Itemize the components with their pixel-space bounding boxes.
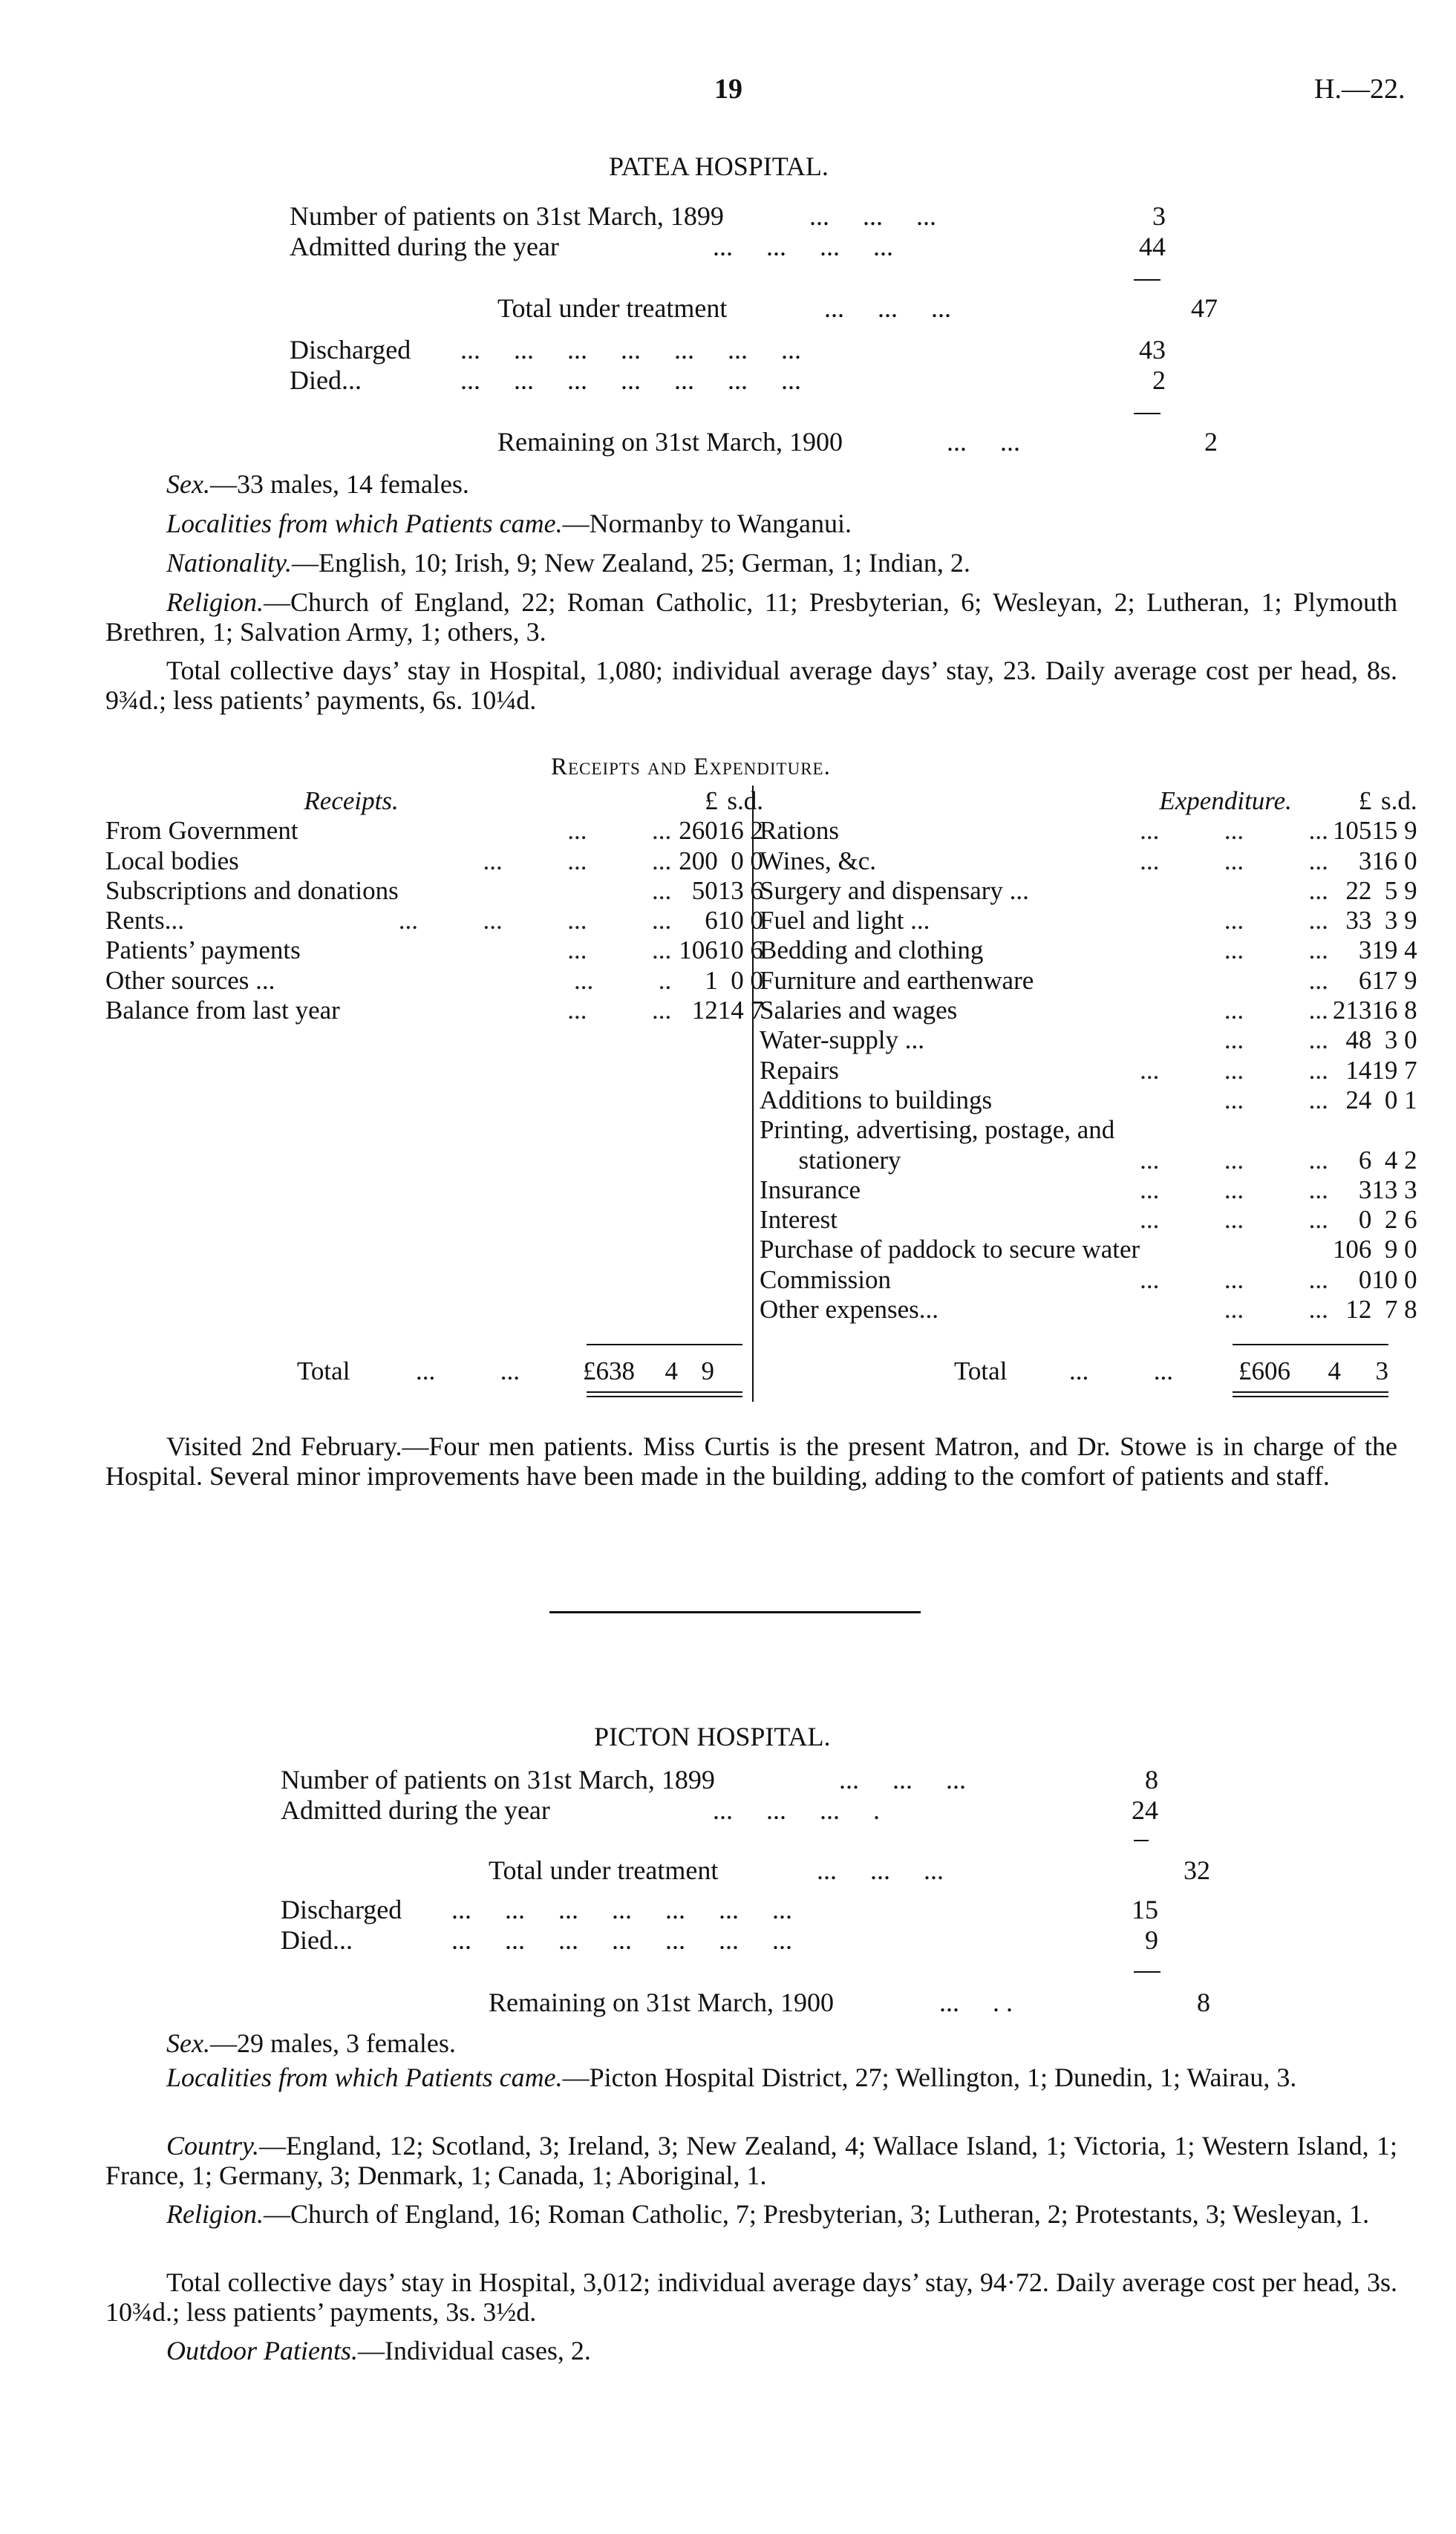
expenditure-item-leader: ... ... <box>1224 935 1328 965</box>
expenditure-row <box>760 996 1417 1026</box>
movement-leader: ... ... ... ... ... ... ... <box>460 365 801 395</box>
expenditure-item-shillings: 17 <box>1371 965 1398 995</box>
movement-value: 15 <box>1132 1895 1158 1924</box>
expenditure-item-pounds: 0 <box>1358 1205 1372 1235</box>
picton-country-paragraph <box>105 2131 1397 2190</box>
expenditure-total-shillings: 4 <box>1328 1356 1341 1385</box>
movement-label: Discharged <box>281 1895 402 1924</box>
expenditure-total-rule <box>1233 1344 1388 1345</box>
expenditure-item-pounds: 12 <box>1345 1295 1372 1325</box>
expenditure-item-label: Purchase of paddock to secure water <box>760 1235 1140 1264</box>
expenditure-row <box>760 847 1417 877</box>
sex-text: —33 males, 14 females. <box>209 469 469 499</box>
expenditure-item-label: Fuel and light ... <box>760 906 930 935</box>
expenditure-item-leader: ... ... <box>1224 996 1328 1025</box>
expenditure-item-label: Printing, advertising, postage, and <box>760 1115 1115 1145</box>
receipts-heading: Receipts. <box>304 786 399 815</box>
expenditure-item-shillings: 13 <box>1371 1175 1398 1204</box>
receipts-item-pounds: 106 <box>679 935 718 965</box>
patea-religion-paragraph <box>105 587 1397 647</box>
expenditure-table <box>760 787 1417 1325</box>
patea-localities-line <box>166 509 1399 538</box>
religion-text: —Church of England, 16; Roman Catholic, 7; Presbyterian, 3; Lutheran, 2; Protestants, 3; Wesleyan, 1. <box>263 2199 1370 2229</box>
movement-leader: ... ... ... ... ... ... ... <box>460 335 801 365</box>
movement-label: Admitted during the year <box>281 1795 550 1825</box>
expenditure-item-leader <box>1140 1235 1333 1265</box>
expenditure-item-pence: 0 <box>1404 1235 1417 1264</box>
receipts-total-rule <box>587 1344 742 1345</box>
receipts-total-double-rule <box>587 1396 742 1397</box>
pound-header: £ <box>705 786 718 815</box>
pence-header: d. <box>1397 786 1417 815</box>
expenditure-item-pounds: 48 <box>1345 1025 1372 1055</box>
pence-header: d. <box>743 786 763 815</box>
expenditure-item-pounds: 6 <box>1358 965 1372 995</box>
movement-leader: ... . . <box>939 1988 1013 2017</box>
movement-leader: ... ... <box>947 427 1020 457</box>
expenditure-item-pence: 6 <box>1404 1205 1417 1235</box>
expenditure-row <box>760 1116 1417 1146</box>
receipts-row <box>105 847 763 877</box>
expenditure-item-pence: 9 <box>1404 816 1417 846</box>
patea-visit-paragraph: Visited 2nd February.—Four men patients. Miss Curtis is the present Matron, and Dr. Stowe is in charge of the Hospital. Several minor improvements have been made in the building, adding to the comfort of patients and staff. <box>105 1431 1397 1491</box>
expenditure-row <box>760 1086 1417 1116</box>
expenditure-item-shillings: 5 <box>1384 875 1398 905</box>
movement-leader: ... ... ... ... ... ... ... <box>451 1895 792 1924</box>
receipts-item-pence: 2 <box>750 816 763 846</box>
movement-label: Number of patients on 31st March, 1899 <box>290 201 724 231</box>
receipts-item-pounds: 260 <box>679 816 718 846</box>
expenditure-item-leader: ... ... <box>1224 906 1328 935</box>
receipts-item-shillings: 14 <box>717 996 744 1025</box>
receipts-item-label: Other sources ... <box>105 965 275 995</box>
receipts-row <box>105 877 763 907</box>
expenditure-item-pence: 3 <box>1404 1175 1417 1204</box>
patea-title: PATEA HOSPITAL. <box>609 151 829 181</box>
movement-label: Discharged <box>290 335 411 365</box>
picton-sex-line <box>166 2028 1399 2058</box>
expenditure-item-pence: 9 <box>1404 875 1417 905</box>
expenditure-item-leader: ... <box>1308 965 1328 995</box>
expenditure-item-leader: ... ... ... <box>1140 1145 1328 1175</box>
expenditure-row <box>760 1296 1417 1325</box>
picton-stay-paragraph: Total collective days’ stay in Hospital, 3,012; individual average days’ stay, 94·72. Daily average cost per head, 3s. 10¾d.; less patients’ payments, 3s. 3½d. <box>105 2267 1397 2327</box>
expenditure-row <box>760 817 1417 846</box>
expenditure-item-pounds: 6 <box>1358 1145 1372 1175</box>
receipts-item-shillings: 16 <box>717 816 744 846</box>
receipts-item-pounds: 1 <box>705 965 718 995</box>
receipts-header-row <box>105 787 763 817</box>
expenditure-item-shillings: 15 <box>1371 816 1398 846</box>
movement-leader: ... ... ... ... ... ... ... <box>451 1925 792 1955</box>
expenditure-total-double-rule <box>1233 1391 1388 1393</box>
receipts-item-leader: ... ... <box>567 816 672 846</box>
expenditure-item-shillings: 10 <box>1371 1264 1398 1294</box>
receipts-item-pence: 6 <box>750 875 763 905</box>
expenditure-item-label: Commission <box>760 1264 891 1294</box>
remaining-label: Remaining on 31st March, 1900 <box>497 427 843 457</box>
expenditure-item-pence: 7 <box>1404 1055 1417 1085</box>
expenditure-item-label: Bedding and clothing <box>760 935 984 965</box>
movement-leader: ... ... ... <box>824 293 951 323</box>
expenditure-item-pounds: 105 <box>1332 816 1372 846</box>
patea-stay-paragraph: Total collective days’ stay in Hospital, 1,080; individual average days’ stay, 23. Daily average cost per head, 8s. 9¾d.; less patients’ payments, 6s. 10¼d. <box>105 656 1397 715</box>
expenditure-item-shillings: 16 <box>1371 996 1398 1025</box>
expenditure-item-pence: 9 <box>1404 906 1417 935</box>
expenditure-item-pounds: 22 <box>1345 875 1372 905</box>
movement-value: 2 <box>1152 365 1166 395</box>
shilling-header: s. <box>1381 786 1398 815</box>
movement-leader: ... ... ... <box>839 1765 966 1795</box>
expenditure-total-label: Total <box>954 1356 1008 1385</box>
movement-label: Number of patients on 31st March, 1899 <box>281 1765 715 1795</box>
expenditure-item-pence: 8 <box>1404 996 1417 1025</box>
receipts-item-shillings: 13 <box>717 875 744 905</box>
sum-rule <box>1134 279 1160 281</box>
movement-leader: ... ... ... ... <box>713 232 893 261</box>
receipts-item-leader: ... ... <box>567 935 672 965</box>
expenditure-item-pence: 4 <box>1404 935 1417 965</box>
expenditure-item-pounds: 14 <box>1345 1055 1372 1085</box>
section-divider <box>549 1611 921 1613</box>
expenditure-item-label: Repairs <box>760 1055 839 1085</box>
receipts-item-label: Rents... <box>105 906 184 935</box>
expenditure-row <box>760 1176 1417 1206</box>
total-under-treatment-label: Total under treatment <box>489 1855 719 1885</box>
receipts-item-shillings: 0 <box>731 965 744 995</box>
receipts-item-shillings: 0 <box>731 846 744 875</box>
receipts-item-pounds: 6 <box>705 906 718 935</box>
expenditure-item-pounds: 3 <box>1358 935 1372 965</box>
sex-label: Sex. <box>166 469 210 499</box>
expenditure-row <box>760 1057 1417 1086</box>
receipts-item-pounds: 200 <box>679 846 718 875</box>
localities-text: —Normanby to Wanganui. <box>562 509 852 538</box>
outdoor-label: Outdoor Patients. <box>166 2336 358 2365</box>
expenditure-total-pounds: £606 <box>1238 1356 1290 1385</box>
receipts-total-shillings: 4 <box>665 1356 678 1385</box>
expenditure-item-shillings: 4 <box>1384 1145 1398 1175</box>
expenditure-item-leader <box>1140 1116 1333 1146</box>
movement-value: 44 <box>1139 232 1166 261</box>
remaining-value: 2 <box>1204 427 1218 457</box>
receipts-item-shillings: 10 <box>717 935 744 965</box>
receipts-item-label: From Government <box>105 816 298 846</box>
expenditure-item-pounds <box>1333 1116 1372 1146</box>
expenditure-item-pounds: 213 <box>1332 996 1372 1025</box>
expenditure-item-shillings: 7 <box>1384 1295 1398 1325</box>
expenditure-item-label: Salaries and wages <box>760 996 958 1025</box>
receipts-item-leader: ... ... <box>567 996 672 1025</box>
patea-sex-line <box>166 469 1399 499</box>
receipts-item-pence: 6 <box>750 935 763 965</box>
receipts-item-pounds: 50 <box>691 875 718 905</box>
receipts-item-pence: 0 <box>750 906 763 935</box>
expenditure-item-shillings: 19 <box>1371 935 1398 965</box>
movement-label: Died... <box>290 365 362 395</box>
expenditure-row <box>760 936 1417 966</box>
movement-value: 3 <box>1152 201 1166 231</box>
receipts-item-label: Patients’ payments <box>105 935 301 965</box>
expenditure-item-pounds: 106 <box>1332 1235 1372 1264</box>
receipts-item-shillings: 10 <box>717 906 744 935</box>
expenditure-total-leader: ... ... <box>1069 1356 1173 1385</box>
movement-label: Admitted during the year <box>290 232 559 261</box>
receipts-expenditure-title: Receipts and Expenditure. <box>551 754 831 780</box>
expenditure-item-shillings: 19 <box>1371 1055 1398 1085</box>
total-under-treatment-value: 32 <box>1184 1855 1210 1885</box>
expenditure-item-pence: 9 <box>1404 965 1417 995</box>
expenditure-total-double-rule <box>1233 1396 1388 1397</box>
expenditure-item-leader: ... ... <box>1224 1085 1328 1114</box>
receipts-item-pounds: 12 <box>691 996 718 1025</box>
movement-leader: ... ... ... <box>809 201 936 231</box>
country-label: Country. <box>166 2131 260 2161</box>
expenditure-item-shillings: 0 <box>1384 1085 1398 1114</box>
nationality-text: —English, 10; Irish, 9; New Zealand, 25; German, 1; Indian, 2. <box>292 548 970 578</box>
pound-header: £ <box>1358 786 1372 815</box>
receipts-total-pounds: £638 <box>583 1356 635 1385</box>
expenditure-total-pence: 3 <box>1375 1356 1388 1385</box>
expenditure-item-label: Rations <box>760 816 839 846</box>
receipts-total-pence: 9 <box>701 1356 714 1385</box>
movement-value: 9 <box>1145 1925 1158 1955</box>
expenditure-item-shillings: 16 <box>1371 846 1398 875</box>
expenditure-row <box>760 1206 1417 1235</box>
receipts-total-double-rule <box>587 1391 742 1393</box>
expenditure-item-label: Surgery and dispensary ... <box>760 875 1029 905</box>
receipts-total-label: Total <box>297 1356 350 1385</box>
expenditure-item-pounds: 3 <box>1358 1175 1372 1204</box>
expenditure-row <box>760 1266 1417 1296</box>
expenditure-item-pence: 8 <box>1404 1295 1417 1325</box>
movement-leader: ... ... ... <box>817 1855 944 1885</box>
receipts-item-pence: 0 <box>750 965 763 995</box>
expenditure-item-leader: ... <box>1308 875 1328 905</box>
receipts-row <box>105 907 763 936</box>
remaining-value: 8 <box>1197 1988 1210 2017</box>
expenditure-item-leader: ... ... ... <box>1140 846 1328 875</box>
expenditure-item-pounds: 3 <box>1358 846 1372 875</box>
picton-outdoor-line <box>166 2336 1399 2365</box>
expenditure-item-pence: 0 <box>1404 1025 1417 1055</box>
expenditure-item-shillings <box>1371 1116 1397 1146</box>
expenditure-heading: Expenditure. <box>1159 786 1292 815</box>
patea-nationality-line <box>166 548 1399 578</box>
expenditure-item-leader: ... ... ... <box>1140 1055 1328 1085</box>
movement-value: 43 <box>1139 335 1166 365</box>
expenditure-header-row <box>760 787 1417 817</box>
receipts-item-label: Balance from last year <box>105 996 340 1025</box>
receipts-table <box>105 787 763 1026</box>
movement-leader: ... ... ... . <box>713 1795 880 1825</box>
expenditure-item-label: Furniture and earthenware <box>760 965 1034 995</box>
expenditure-item-leader: ... ... <box>1224 1025 1328 1055</box>
document-reference: H.—22. <box>1314 74 1406 105</box>
expenditure-item-pence: 0 <box>1404 846 1417 875</box>
expenditure-item-shillings: 9 <box>1384 1235 1398 1264</box>
expenditure-item-label: stationery <box>760 1145 901 1175</box>
expenditure-item-label: Wines, &c. <box>760 846 877 875</box>
expenditure-item-label: Insurance <box>760 1175 861 1204</box>
expenditure-item-label: Water-supply ... <box>760 1025 924 1055</box>
receipts-item-leader: ... ... ... <box>483 846 672 875</box>
expenditure-item-pence <box>1397 1116 1417 1146</box>
expenditure-item-pence: 0 <box>1404 1264 1417 1294</box>
expenditure-item-pounds: 0 <box>1358 1264 1372 1294</box>
expenditure-item-pounds: 33 <box>1345 906 1372 935</box>
receipts-item-leader: ... .. <box>573 965 672 995</box>
expenditure-item-label: Other expenses... <box>760 1295 939 1325</box>
movement-label: Died... <box>281 1925 353 1955</box>
expenditure-item-shillings: 3 <box>1384 1025 1398 1055</box>
picton-religion-paragraph <box>105 2199 1397 2229</box>
expenditure-item-pence: 1 <box>1404 1085 1417 1114</box>
receipts-row <box>105 936 763 966</box>
expenditure-item-shillings: 3 <box>1384 906 1398 935</box>
religion-text: —Church of England, 22; Roman Catholic, 11; Presbyterian, 6; Wesleyan, 2; Lutheran, 1; Plymouth Brethren, 1; Salvation Army, 1; others, 3. <box>105 587 1397 647</box>
remaining-label: Remaining on 31st March, 1900 <box>489 1988 834 2017</box>
localities-text: —Picton Hospital District, 27; Wellington, 1; Dunedin, 1; Wairau, 3. <box>562 2063 1297 2092</box>
receipts-item-label: Local bodies <box>105 846 239 875</box>
religion-label: Religion. <box>166 2199 264 2229</box>
localities-label: Localities from which Patients came. <box>166 509 563 538</box>
outdoor-text: —Individual cases, 2. <box>358 2336 591 2365</box>
receipts-row <box>105 817 763 846</box>
sum-rule <box>1134 1971 1160 1973</box>
movement-value: 24 <box>1132 1795 1158 1825</box>
sex-label: Sex. <box>166 2028 210 2058</box>
country-text: —England, 12; Scotland, 3; Ireland, 3; New Zealand, 4; Wallace Island, 1; Victoria, 1; Western Island, 1; France, 1; Germany, 3; Denmark, 1; Canada, 1; Aboriginal, 1. <box>105 2131 1397 2190</box>
localities-label: Localities from which Patients came. <box>166 2063 563 2092</box>
expenditure-row <box>760 877 1417 907</box>
expenditure-item-pence: 2 <box>1404 1145 1417 1175</box>
expenditure-row <box>760 1235 1417 1265</box>
expenditure-row <box>760 1146 1417 1176</box>
sum-rule <box>1134 413 1160 414</box>
expenditure-item-shillings: 2 <box>1384 1205 1398 1235</box>
expenditure-item-leader: ... ... ... <box>1140 1205 1328 1235</box>
expenditure-row <box>760 1026 1417 1056</box>
receipts-item-leader: ... ... ... ... <box>398 906 672 935</box>
religion-label: Religion. <box>166 587 264 617</box>
expenditure-row <box>760 907 1417 936</box>
receipts-row <box>105 967 763 996</box>
total-under-treatment-value: 47 <box>1191 293 1218 323</box>
sex-text: —29 males, 3 females. <box>209 2028 456 2058</box>
expenditure-item-leader: ... ... <box>1224 1295 1328 1325</box>
receipts-item-pence: 0 <box>750 846 763 875</box>
picton-title: PICTON HOSPITAL. <box>594 1722 831 1751</box>
receipts-total-leader: ... ... <box>416 1356 520 1385</box>
expenditure-item-leader: ... ... ... <box>1140 816 1328 846</box>
expenditure-item-label: Additions to buildings <box>760 1085 993 1114</box>
receipts-row <box>105 996 763 1026</box>
expenditure-item-leader: ... ... ... <box>1140 1175 1328 1204</box>
picton-localities-paragraph <box>105 2063 1397 2092</box>
expenditure-item-pounds: 24 <box>1345 1085 1372 1114</box>
total-under-treatment-label: Total under treatment <box>497 293 728 323</box>
nationality-label: Nationality. <box>166 548 293 578</box>
receipts-item-pence: 7 <box>750 996 763 1025</box>
expenditure-row <box>760 967 1417 996</box>
expenditure-item-leader: ... ... ... <box>1140 1264 1328 1294</box>
expenditure-item-label: Interest <box>760 1205 838 1235</box>
receipts-item-label: Subscriptions and donations <box>105 875 399 905</box>
shilling-header: s. <box>727 786 744 815</box>
receipts-item-leader: ... <box>651 875 672 905</box>
page-number: 19 <box>714 74 742 105</box>
movement-value: 8 <box>1145 1765 1158 1795</box>
sum-rule <box>1134 1840 1149 1841</box>
